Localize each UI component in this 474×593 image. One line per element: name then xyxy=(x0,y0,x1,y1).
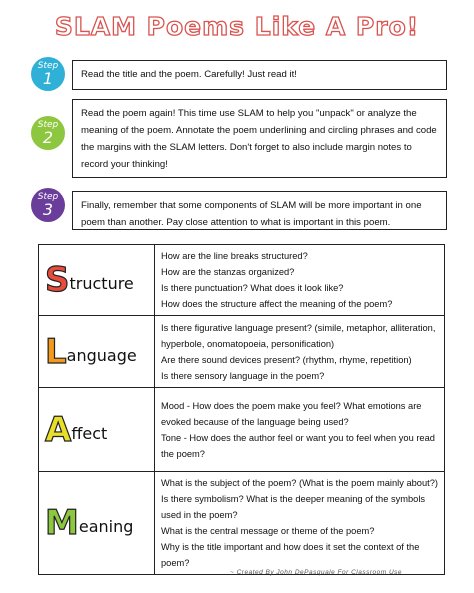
step-1-text: Read the title and the poem. Carefully! Just read it! xyxy=(81,69,297,80)
page-title: SLAM Poems Like A Pro! xyxy=(54,12,420,41)
question: Is there punctuation? What does it look like? xyxy=(161,283,344,293)
affect-rest: ffect xyxy=(71,423,108,443)
question: Are there sound devices present? (rhythm, rhyme, repetition) xyxy=(161,354,412,365)
question: Mood - How does the poem make you feel? What emotions are evoked because of the language being used? xyxy=(161,400,422,427)
structure-letter: S xyxy=(45,260,70,300)
affect-letter: A xyxy=(45,409,72,450)
step-2-badge xyxy=(31,116,65,150)
question: Is there figurative language present? (simile, metaphor, alliteration, hyperbole, onomatopoeia, personification) xyxy=(161,322,436,349)
slam-row-meaning xyxy=(39,472,445,575)
question: How are the line breaks structured? xyxy=(161,251,308,261)
affect-heading xyxy=(39,388,155,472)
step-2-number: 2 xyxy=(42,127,54,147)
question: Tone - How does the author feel or want you to feel when you read the poem? xyxy=(161,432,435,459)
step-1-badge xyxy=(31,57,65,91)
meaning-heading xyxy=(39,472,155,575)
step-3-text: Finally, remember that some components of SLAM will be more important in one poem than another. Pay close attention to what is important in this poem. xyxy=(81,200,422,228)
slam-table xyxy=(38,244,445,575)
question: Is there symbolism? What is the deeper meaning of the symbols used in the poem? xyxy=(161,494,426,520)
question: Is there sensory language in the poem? xyxy=(161,370,325,381)
structure-questions xyxy=(155,245,445,316)
step-2-word: Step xyxy=(37,119,59,130)
step-1-number: 1 xyxy=(42,68,54,88)
language-questions xyxy=(155,316,445,388)
structure-rest: tructure xyxy=(69,274,134,293)
question: What is the subject of the poem? (What is the poem mainly about?) xyxy=(161,478,438,488)
step-3-badge xyxy=(31,188,65,222)
language-letter: L xyxy=(45,331,67,372)
step-2-box xyxy=(72,99,447,178)
step-2-text: Read the poem again! This time use SLAM to help you "unpack" or analyze the meaning of the poem. Annotate the poem underlining and circling phrases and code the margins with the SLAM letters. Don't forget to also include margin notes to record your thinking! xyxy=(81,108,437,170)
meaning-letter: M xyxy=(45,503,79,543)
slam-row-affect xyxy=(39,388,445,472)
step-3-word: Step xyxy=(37,191,59,202)
slam-row-language xyxy=(39,316,445,388)
step-3-box xyxy=(72,191,447,230)
meaning-questions xyxy=(155,472,445,575)
meaning-rest: eaning xyxy=(78,517,134,536)
question: What is the central message or theme of the poem? xyxy=(161,526,375,536)
language-heading xyxy=(39,316,155,388)
question: How does the structure affect the meaning of the poem? xyxy=(161,299,393,309)
step-1-word: Step xyxy=(37,60,59,71)
step-1-box xyxy=(72,60,447,90)
question: Why is the title important and how does it set the context of the poem? xyxy=(161,542,420,568)
affect-questions xyxy=(155,388,445,472)
credit-line: ~ Created By John DePasquale For Classroom Use xyxy=(230,569,403,576)
structure-heading xyxy=(39,245,155,316)
question: How are the stanzas organized? xyxy=(161,267,295,277)
slam-row-structure xyxy=(39,245,445,316)
step-3-number: 3 xyxy=(42,199,54,219)
language-rest: anguage xyxy=(66,345,137,365)
